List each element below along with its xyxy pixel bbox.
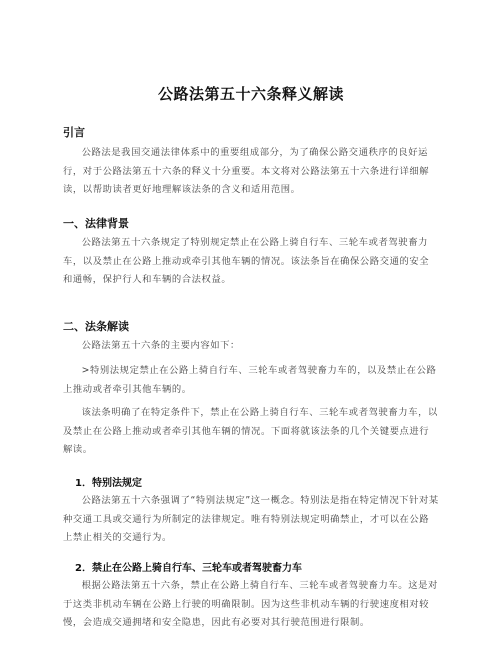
subsection-heading-prohibition: 2．禁止在公路上骑自行车、三轮车或者驾驶畜力车 [75,563,302,574]
section-heading-interpretation: 二、法条解读 [63,320,129,333]
interpretation-intro-paragraph: 公路法第五十六条的主要内容如下： [81,340,240,351]
prohibition-paragraph: 根据公路法第五十六条，禁止在公路上骑自行车、三轮车或者驾驶畜力车。这是对于这类非机动车辆在公路上行驶的明确限制。因为这些非机动车辆的行驶速度相对较慢，会造成交通拥堵和安全隐患，因此有必要对其行驶范围进行限制。 [63,580,438,629]
special-law-paragraph: 公路法第五十六条强调了“特别法规定”这一概念。特别法是指在特定情况下针对某种交通工具或交通行为所制定的法律规定。唯有特别法规定明确禁止，才可以在公路上禁止相关的交通行为。 [63,495,439,544]
law-quote-paragraph: >特别法规定禁止在公路上骑自行车、三轮车或者驾驶畜力车的，以及禁止在公路上推动或者牵引其他车辆的。 [63,365,437,395]
intro-paragraph: 公路法是我国交通法律体系中的重要组成部分，为了确保公路交通秩序的良好运行，对于公路法第五十六条的释义十分重要。本文将对公路法第五十六条进行详细解读，以帮助读者更好地理解该法条的含义和适用范围。 [63,147,430,196]
section-heading-legal-background: 一、法律背景 [63,217,129,230]
page-title: 公路法第五十六条释义解读 [157,85,344,103]
subsection-heading-special-law: 1．特别法规定 [75,478,142,489]
legal-background-paragraph: 公路法第五十六条规定了特别规定禁止在公路上骑自行车、三轮车或者驾驶畜力车，以及禁止在公路上推动或牵引其他车辆的情况。该法条旨在确保公路交通的安全和通畅，保护行人和车辆的合法权益。 [63,237,430,286]
section-heading-intro: 引言 [63,126,85,139]
interpretation-paragraph: 该法条明确了在特定条件下，禁止在公路上骑自行车、三轮车或者驾驶畜力车，以及禁止在公路上推动或者牵引其他车辆的情况。下面将就该法条的几个关键要点进行解读。 [63,407,438,456]
